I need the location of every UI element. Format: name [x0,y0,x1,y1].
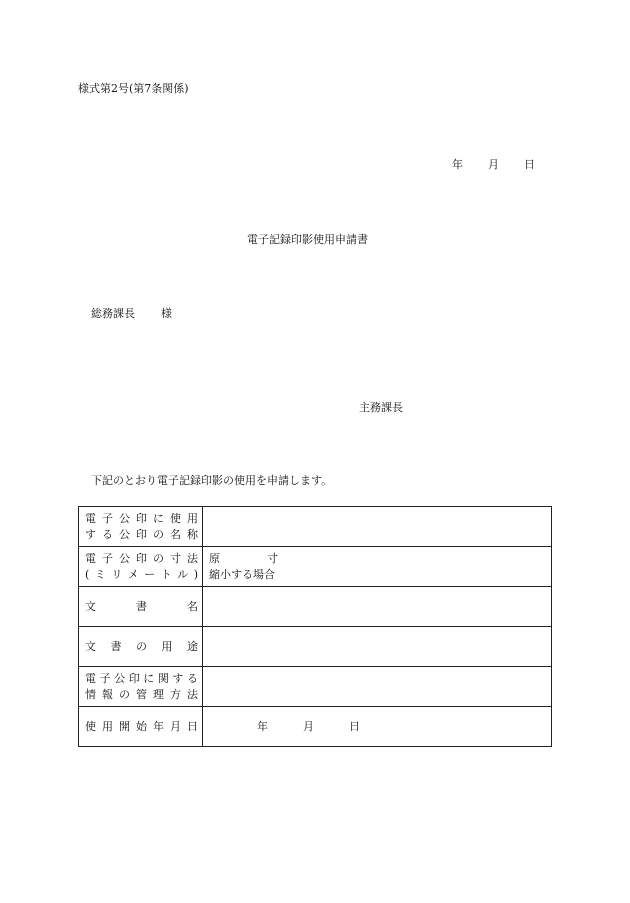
form-number: 様式第2号(第7条関係) [78,82,189,95]
document-name-field[interactable] [203,587,552,627]
reduced-size-line: 縮小する場合 [209,567,275,581]
row-label-document-purpose: 文書の用途 [79,627,203,667]
applicant: 主務課長 [359,401,403,414]
row-label-seal-size: 電子公印の寸法 (ミリメートル) [79,547,203,587]
table-row [79,547,552,587]
table-row [79,507,552,547]
date-year-label: 年 [452,158,463,171]
date-month-label: 月 [488,158,499,171]
document-purpose-field[interactable] [203,627,552,667]
date-day-label: 日 [524,158,535,171]
addressee [91,305,172,321]
addressee-honorific: 様 [161,307,172,320]
table-row [79,627,552,667]
table-row [79,707,552,747]
application-table [78,506,552,747]
row-label-document-name: 文書名 [79,587,203,627]
table-row [79,587,552,627]
row-label-start-date: 使用開始年月日 [79,707,203,747]
seal-size-field[interactable] [203,547,552,587]
row-label-seal-name: 電子公印に使用 する公印の名称 [79,507,203,547]
table-row [79,667,552,707]
original-size-line: 原 寸 [209,551,278,565]
addressee-name: 総務課長 [91,307,135,320]
management-method-field[interactable] [203,667,552,707]
row-label-management-method: 電子公印に関する 情報の管理方法 [79,667,203,707]
application-date [452,156,535,172]
start-date-field[interactable]: 年 月 日 [203,707,552,747]
intro-text: 下記のとおり電子記録印影の使用を申請します。 [91,474,333,487]
document-title: 電子記録印影使用申請書 [247,233,368,246]
seal-name-field[interactable] [203,507,552,547]
